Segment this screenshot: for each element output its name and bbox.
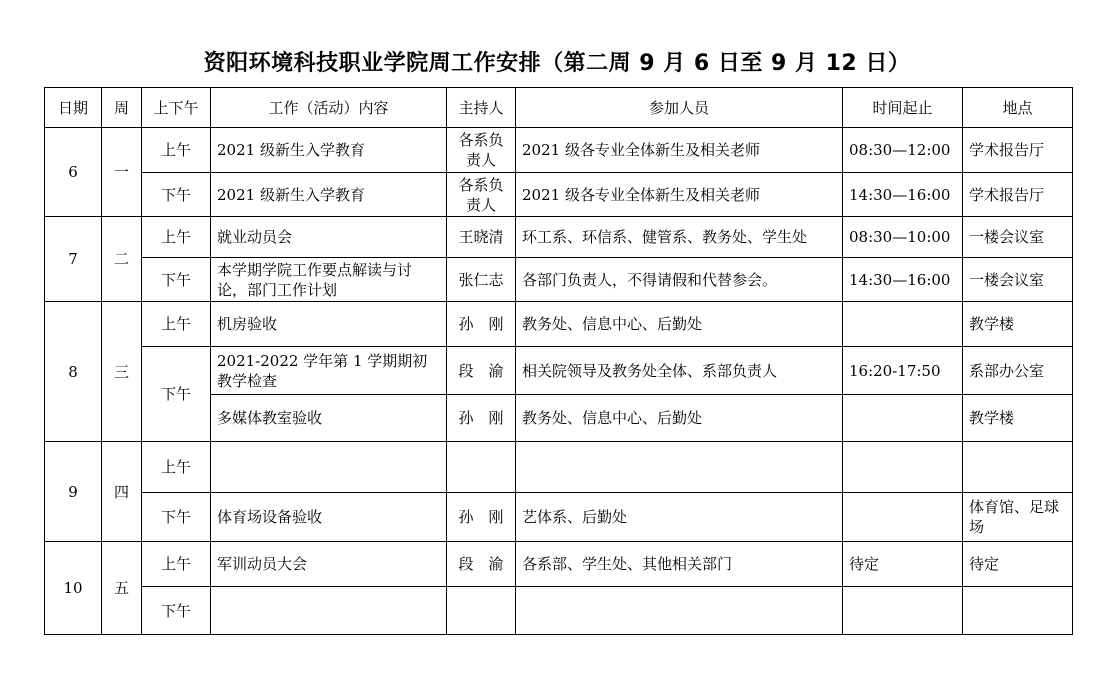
time-cell: 14:30—16:00 — [843, 173, 963, 217]
location-cell: 系部办公室 — [963, 347, 1073, 395]
table-row — [45, 493, 1073, 542]
time-cell — [843, 493, 963, 542]
participants-cell: 2021 级各专业全体新生及相关老师 — [516, 128, 843, 173]
content-cell: 体育场设备验收 — [211, 493, 447, 542]
header-time: 时间起止 — [843, 88, 963, 128]
location-cell: 一楼会议室 — [963, 217, 1073, 258]
time-cell — [843, 442, 963, 493]
location-cell — [963, 442, 1073, 493]
period-cell: 下午 — [142, 347, 211, 442]
host-cell: 孙 刚 — [447, 302, 516, 347]
time-cell — [843, 302, 963, 347]
location-cell: 学术报告厅 — [963, 128, 1073, 173]
content-cell: 就业动员会 — [211, 217, 447, 258]
participants-cell: 教务处、信息中心、后勤处 — [516, 302, 843, 347]
participants-cell: 2021 级各专业全体新生及相关老师 — [516, 173, 843, 217]
period-cell: 上午 — [142, 442, 211, 493]
host-cell: 孙 刚 — [447, 395, 516, 442]
table-row — [45, 128, 1073, 173]
header-weekday: 周 — [102, 88, 142, 128]
host-cell — [447, 587, 516, 635]
host-cell: 各系负责人 — [447, 173, 516, 217]
table-row — [45, 442, 1073, 493]
header-location: 地点 — [963, 88, 1073, 128]
time-cell — [843, 395, 963, 442]
participants-cell: 教务处、信息中心、后勤处 — [516, 395, 843, 442]
content-cell: 本学期学院工作要点解读与讨论，部门工作计划 — [211, 258, 447, 302]
page-title: 资阳环境科技职业学院周工作安排（第二周 9 月 6 日至 9 月 12 日） — [203, 51, 911, 76]
date-cell: 9 — [45, 442, 102, 542]
location-cell: 教学楼 — [963, 302, 1073, 347]
host-cell: 张仁志 — [447, 258, 516, 302]
participants-cell: 各系部、学生处、其他相关部门 — [516, 542, 843, 587]
weekday-cell: 四 — [102, 442, 142, 542]
weekday-cell: 三 — [102, 302, 142, 442]
period-cell: 下午 — [142, 493, 211, 542]
time-cell: 待定 — [843, 542, 963, 587]
date-cell: 6 — [45, 128, 102, 217]
location-cell: 一楼会议室 — [963, 258, 1073, 302]
host-cell: 段 渝 — [447, 542, 516, 587]
location-cell: 待定 — [963, 542, 1073, 587]
table-row — [45, 302, 1073, 347]
participants-cell — [516, 442, 843, 493]
participants-cell: 环工系、环信系、健管系、教务处、学生处 — [516, 217, 843, 258]
period-cell: 下午 — [142, 258, 211, 302]
date-cell: 8 — [45, 302, 102, 442]
date-cell: 7 — [45, 217, 102, 302]
content-cell — [211, 587, 447, 635]
period-cell: 上午 — [142, 302, 211, 347]
content-cell: 多媒体教室验收 — [211, 395, 447, 442]
content-cell: 军训动员大会 — [211, 542, 447, 587]
content-cell: 2021 级新生入学教育 — [211, 128, 447, 173]
participants-cell: 相关院领导及教务处全体、系部负责人 — [516, 347, 843, 395]
host-cell: 各系负责人 — [447, 128, 516, 173]
location-cell: 体育馆、足球场 — [963, 493, 1073, 542]
period-cell: 下午 — [142, 587, 211, 635]
header-host: 主持人 — [447, 88, 516, 128]
period-cell: 上午 — [142, 542, 211, 587]
header-row — [45, 88, 1073, 128]
time-cell — [843, 587, 963, 635]
participants-cell: 各部门负责人，不得请假和代替参会。 — [516, 258, 843, 302]
schedule-table — [44, 87, 1073, 635]
date-cell: 10 — [45, 542, 102, 635]
host-cell: 王晓清 — [447, 217, 516, 258]
content-cell — [211, 442, 447, 493]
location-cell: 学术报告厅 — [963, 173, 1073, 217]
content-cell: 2021-2022 学年第 1 学期期初教学检查 — [211, 347, 447, 395]
table-row — [45, 173, 1073, 217]
location-cell: 教学楼 — [963, 395, 1073, 442]
table-row — [45, 347, 1073, 395]
period-cell: 上午 — [142, 217, 211, 258]
period-cell: 上午 — [142, 128, 211, 173]
table-row — [45, 258, 1073, 302]
table-row — [45, 587, 1073, 635]
table-row — [45, 217, 1073, 258]
header-period: 上下午 — [142, 88, 211, 128]
host-cell: 孙 刚 — [447, 493, 516, 542]
content-cell: 机房验收 — [211, 302, 447, 347]
time-cell: 16:20-17:50 — [843, 347, 963, 395]
host-cell — [447, 442, 516, 493]
header-content: 工作（活动）内容 — [211, 88, 447, 128]
weekday-cell: 五 — [102, 542, 142, 635]
header-participants: 参加人员 — [516, 88, 843, 128]
weekday-cell: 二 — [102, 217, 142, 302]
content-cell: 2021 级新生入学教育 — [211, 173, 447, 217]
location-cell — [963, 587, 1073, 635]
header-date: 日期 — [45, 88, 102, 128]
weekday-cell: 一 — [102, 128, 142, 217]
participants-cell — [516, 587, 843, 635]
time-cell: 08:30—12:00 — [843, 128, 963, 173]
table-row — [45, 542, 1073, 587]
participants-cell: 艺体系、后勤处 — [516, 493, 843, 542]
time-cell: 14:30—16:00 — [843, 258, 963, 302]
period-cell: 下午 — [142, 173, 211, 217]
time-cell: 08:30—10:00 — [843, 217, 963, 258]
host-cell: 段 渝 — [447, 347, 516, 395]
